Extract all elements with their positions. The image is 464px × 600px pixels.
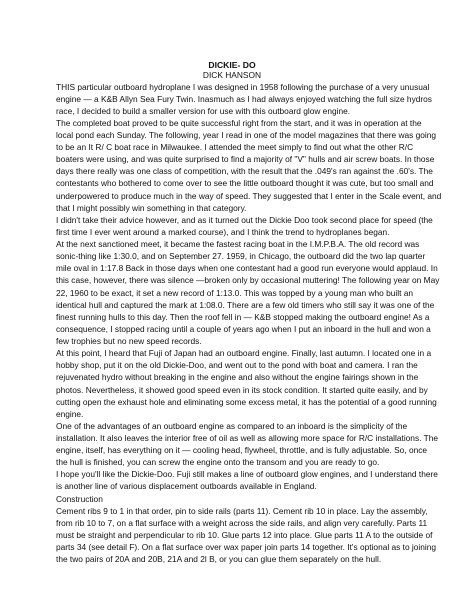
paragraph-line: consequence, I stopped racing until a couple of years ago when I put an inboard in the hull and won a (56, 323, 431, 334)
paragraph-line: sonic-thing like 1:30.0, and on September 27. 1959, in Chicago, the outboard did the two lap quarter (56, 251, 426, 262)
paragraph-line: engine, itself, has everything on it — cooling head, flywheel, throttle, and is fully adjustable. So, once (56, 445, 428, 456)
paragraph-line: At this point, I heard that Fuji of Japan had an outboard engine. Finally, last autumn. I located one in a (56, 348, 432, 359)
paragraph-line: THIS particular outboard hydroplane I was designed in 1958 following the purchase of a very unusual (56, 81, 430, 92)
paragraph-line: underpowered to produce much in the way of speed. They suggested that I enter in the Scale event, and (56, 190, 442, 201)
paragraph-line: engine. (56, 408, 84, 419)
paragraph-line: local pond each Sunday. The following, year I read in one of the model magazines that there was going (56, 129, 437, 140)
paragraph-line: few trophies but no new speed records. (56, 336, 202, 347)
paragraph-line: mile oval in 1:17.8 Back in those days when one contestant had a good run everyone would applaud. In (56, 263, 438, 274)
paragraph-line: parts 34 (see detail F). On a flat surface over wax paper join parts 14 together. It's optional as to joining (56, 542, 437, 553)
paragraph-line: 22, 1960 to be exact, it set a new record of 1:13.0. This was topped by a young man who built an (56, 287, 413, 298)
document-author: DICK HANSON (202, 70, 262, 80)
paragraph-line: the hull is finished, you can screw the engine onto the transom and you are ready to go. (56, 457, 380, 468)
paragraph-line: rejuvenated hydro without breaking in the engine and also without the engine fairings shown in the (56, 372, 419, 383)
paragraph-line: cutting open the exhaust hole and eliminating some excess metal, it has the potential of a good running (56, 396, 437, 407)
paragraph-line: identical hull and captured the mark at 1:08.0. There are a few old timers who still say it was one of the (56, 299, 435, 310)
paragraph-line: is another line of various displacement outboards available in England. (56, 481, 317, 492)
document-title: DICKIE- DO (208, 60, 256, 70)
paragraph-line: installation. It also leaves the interior free of oil as well as allowing more space for R/C installations. The (56, 432, 438, 443)
paragraph-line: contestants who bothered to come over to see the little outboard thought it was cute, but too small and (56, 178, 434, 189)
paragraph-line: Cement ribs 9 to 1 in that order, pin to side rails (parts 11). Cement rib 10 in place. Lay the assembly, (56, 505, 428, 516)
paragraph-line: finest running hulls to this day. Then the roof fell in — K&B stopped making the outboard engine! As a (56, 311, 430, 322)
paragraph-line: this case, however, there was silence —broken only by occasional muttering! The following year on May (56, 275, 440, 286)
paragraph-line: must be straight and perpendicular to rib 10. Glue parts 12 into place. Glue parts 11 A to the outside of (56, 529, 433, 540)
paragraph-line: boaters were using, and was quite surprised to find a majority of "V" hulls and air screw boats. In those (56, 154, 435, 165)
paragraph-line: At the next sanctioned meet, it became the fastest racing boat in the I.M.P.B.A. The old record was (56, 239, 420, 250)
paragraph-line: hobby shop, put it on the old Dickie-Doo, and went out to the pond with boat and camera. I ran the (56, 360, 418, 371)
paragraph-line: I didn't take their advice however, and as it turned out the Dickie Doo took second place for speed (the (56, 214, 433, 225)
paragraph-line: One of the advantages of an outboard engine as compared to an inboard is the simplicity of the (56, 420, 408, 431)
paragraph-line: I hope you'll like the Dickie-Doo. Fuji still makes a line of outboard glow engines, and I understand there (56, 469, 438, 480)
paragraph-line: photos. Nevertheless, it showed good speed even in its stock condition. It started quite easily, and by (56, 384, 428, 395)
paragraph-line: The completed boat proved to be quite successful right from the start, and it was in operation at the (56, 117, 422, 128)
paragraph-line: Construction (56, 493, 103, 504)
paragraph-line: to be an It R/ C boat race in Milwaukee. I attended the meet simply to find out what the other R/C (56, 142, 414, 153)
paragraph-line: days there really was one class of competition, with the result that the .049's ran against the .60's. The (56, 166, 433, 177)
paragraph-line: the two pairs of 20A and 20B, 21A and 2l B, or you can glue them separately on the hull. (56, 554, 382, 565)
paragraph-line: first time I ever went around a marked course), and I think the trend to hydroplanes began. (56, 226, 390, 237)
paragraph-line: that I might possibly win something in that category. (56, 202, 247, 213)
paragraph-line: engine — a K&B Allyn Sea Fury Twin. Inasmuch as I had always enjoyed watching the full size hydros (56, 93, 432, 104)
paragraph-line: race, I decided to build a smaller version for use with this outboard glow engine. (56, 105, 351, 116)
paragraph-line: from rib 10 to 7, on a flat surface with a weight across the side rails, and align very carefully. Parts 11 (56, 517, 428, 528)
